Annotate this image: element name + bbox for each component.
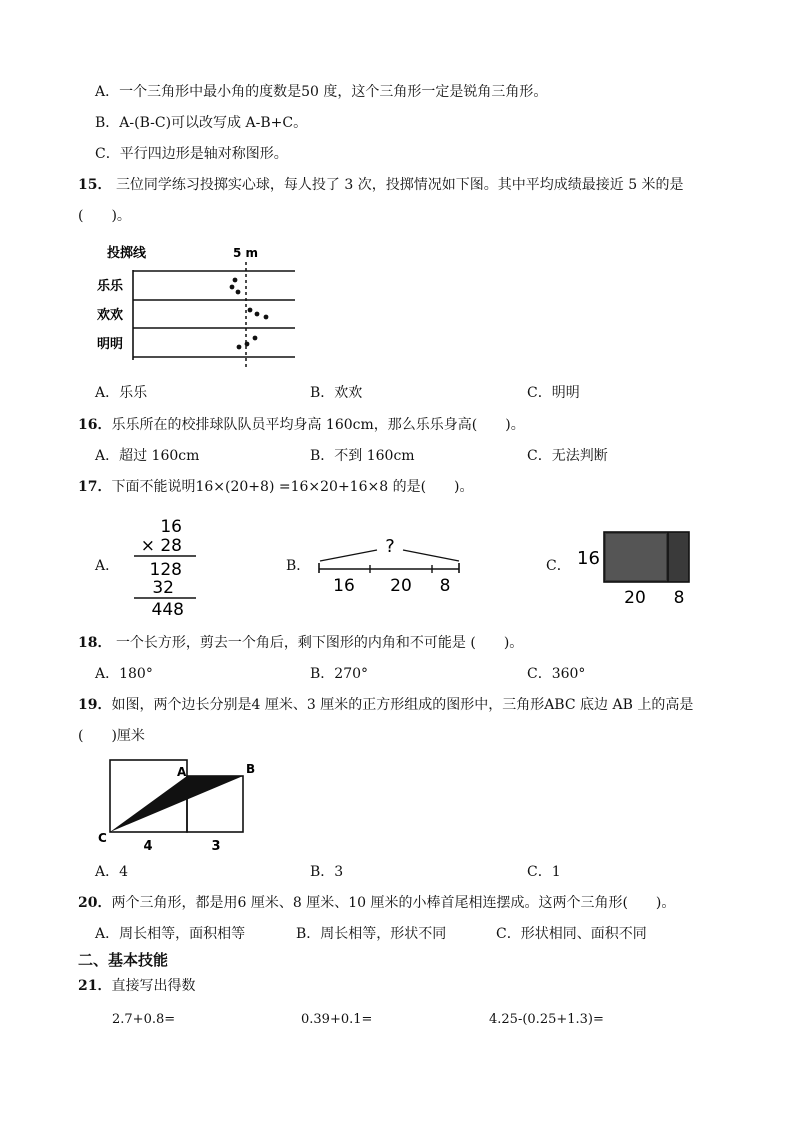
q17-figure-a (128, 514, 208, 618)
q17-text: 下面不能说明16×(20+8) =16×20+16×8 的是( )。 (111, 479, 474, 495)
q15-row-huanhuan: 欢欢 (97, 308, 124, 323)
q21-number: 21． (78, 978, 112, 994)
q14-option-c: C．平行四边形是轴对称图形。 (95, 146, 288, 162)
q15-number: 15． (78, 177, 112, 193)
q21-item-2: 0.39+0.1= (301, 1012, 373, 1027)
section-title: 二、基本技能 (78, 951, 169, 969)
q19-option-a: A．4 (95, 864, 129, 880)
q19-side-4: 4 (143, 839, 153, 854)
q19-label-a: A (177, 765, 187, 779)
q17-b-question: ? (385, 536, 395, 557)
q17-c-w2: 8 (673, 588, 685, 608)
q19-option-b: B．3 (310, 864, 344, 880)
q19-option-c: C．1 (527, 864, 561, 880)
q19-number: 19． (78, 697, 112, 713)
q17-a-n1: 16 (160, 517, 182, 537)
q21-item-3: 4.25-(0.25+1.3)= (489, 1012, 604, 1027)
q21-text: 直接写出得数 (111, 978, 196, 994)
q16-question (78, 416, 525, 434)
q20-text: 两个三角形，都是用6 厘米、8 厘米、10 厘米的小棒首尾相连摆成。这两个三角形( )。 (111, 895, 676, 911)
q16-option-a: A．超过 160cm (95, 448, 200, 464)
q18-text: 一个长方形，剪去一个角后，剩下图形的内角和不可能是 ( )。 (115, 635, 524, 651)
q17-b-a: 16 (333, 576, 355, 596)
q17-option-a-label: A． (95, 558, 120, 574)
q21-question (78, 977, 195, 995)
q20-option-b: B．周长相等，形状不同 (296, 926, 447, 942)
q15-throw-figure (95, 240, 305, 372)
q18-option-a: A．180° (95, 666, 153, 682)
q17-figure-b (315, 535, 465, 597)
q19-label-b: B (246, 762, 256, 776)
q15-option-b: B．欢欢 (310, 385, 363, 401)
q20-option-a: A．周长相等，面积相等 (95, 926, 246, 942)
q19-side-3: 3 (211, 839, 221, 854)
q18-question (78, 634, 523, 652)
q19-label-c: C (98, 831, 107, 845)
q14-option-b: B．A-(B-C)可以改写成 A-B+C。 (95, 115, 308, 131)
q17-b-c: 8 (439, 576, 451, 596)
q17-a-p2: 32 (152, 578, 174, 598)
q17-option-c-label: C． (546, 558, 571, 574)
q16-option-c: C．无法判断 (527, 448, 608, 464)
q20-number: 20． (78, 895, 112, 911)
q18-option-b: B．270° (310, 666, 369, 682)
q17-figure-c (574, 528, 698, 608)
q17-a-sum: 448 (151, 600, 184, 620)
q19-text: 如图，两个边长分别是4 厘米、3 厘米的正方形组成的图形中，三角形ABC 底边 AB 上的高是 (111, 697, 694, 713)
q18-number: 18． (78, 635, 112, 651)
q19-squares-figure (96, 758, 266, 854)
q15-row-lele: 乐乐 (97, 279, 124, 294)
q14-option-a: A．一个三角形中最小角的度数是50 度，这个三角形一定是锐角三角形。 (95, 84, 548, 100)
q19-blank: ( )厘米 (78, 728, 145, 744)
q15-blank: ( )。 (78, 208, 131, 224)
q17-c-w1: 20 (624, 588, 646, 608)
q18-option-c: C．360° (527, 666, 586, 682)
q16-text: 乐乐所在的校排球队队员平均身高 160cm，那么乐乐身高( )。 (111, 417, 525, 433)
q17-a-p1: 128 (149, 560, 182, 580)
q21-item-1: 2.7+0.8= (112, 1012, 176, 1027)
q15-question (78, 176, 684, 194)
q19-question (78, 696, 693, 714)
q15-option-a: A．乐乐 (95, 385, 148, 401)
q17-b-b: 20 (390, 576, 412, 596)
q15-option-c: C．明明 (527, 385, 580, 401)
q15-fig-header: 投掷线 (107, 246, 147, 261)
q17-a-n2: × 28 (140, 536, 182, 556)
q20-question (78, 894, 675, 912)
q15-fig-mark: 5 m (233, 246, 259, 260)
q17-option-b-label: B． (286, 558, 311, 574)
q20-option-c: C．形状相同、面积不同 (496, 926, 647, 942)
q15-row-mingming: 明明 (97, 337, 124, 352)
q17-number: 17． (78, 479, 112, 495)
q17-question (78, 478, 474, 496)
q15-text: 三位同学练习投掷实心球，每人投了 3 次，投掷情况如下图。其中平均成绩最接近 5 米的是 (115, 177, 684, 193)
q16-number: 16． (78, 417, 112, 433)
q16-option-b: B．不到 160cm (310, 448, 415, 464)
q17-c-h: 16 (577, 548, 600, 569)
